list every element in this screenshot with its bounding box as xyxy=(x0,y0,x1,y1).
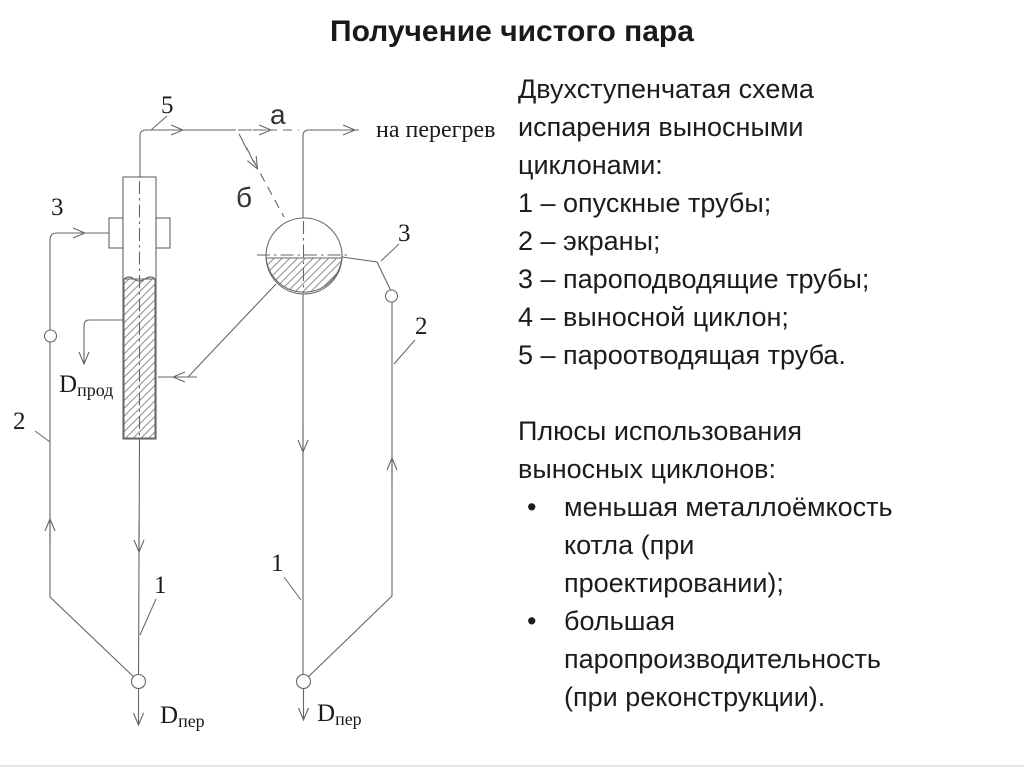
bullet-icon: • xyxy=(527,492,537,522)
advantage-line: проектировании); xyxy=(564,568,784,598)
leader-num2-left xyxy=(35,431,50,442)
cyclone-to-drum-pipe xyxy=(158,284,276,377)
label-d-per-right xyxy=(317,700,362,729)
legend-line: 4 – выносной циклон; xyxy=(518,302,789,332)
label-num2-right: 2 xyxy=(415,313,428,340)
advantage-text xyxy=(564,488,893,602)
junction-circle-left-pipe xyxy=(45,330,57,342)
label-point-b: б xyxy=(236,182,253,213)
bottom-header-left xyxy=(132,675,146,689)
label-num3-right: 3 xyxy=(398,220,411,247)
intro-line: Двухступенчатая схема xyxy=(518,74,814,104)
advantage-line: (при реконструкции). xyxy=(564,682,826,712)
legend-line: 3 – пароподводящие трубы; xyxy=(518,264,870,294)
advantage-line: паропроизводительность xyxy=(564,644,881,674)
label-d-per-right-main: D xyxy=(317,700,336,727)
superheat-outlet-pipe xyxy=(303,130,359,219)
advantages-heading-line: Плюсы использования xyxy=(518,416,803,446)
label-d-per-left xyxy=(160,702,205,731)
label-num2-left: 2 xyxy=(13,408,26,435)
leader-num1-left xyxy=(140,599,156,635)
advantage-item xyxy=(518,488,1018,602)
steam-pipe-5 xyxy=(140,130,236,177)
diagram-labels xyxy=(13,92,495,731)
description-panel xyxy=(518,70,1018,716)
label-point-a: а xyxy=(270,99,286,130)
cyclone-inlet-stub-left xyxy=(109,218,123,248)
leader-num2-right xyxy=(394,340,415,364)
label-d-prod-main: D xyxy=(59,371,78,398)
label-d-per-left-sub: пер xyxy=(178,711,205,731)
legend-line: 1 – опускные трубы; xyxy=(518,188,772,218)
leader-num1-right xyxy=(284,577,301,600)
pipe-junctions xyxy=(45,290,398,724)
flow-arrows xyxy=(50,130,392,551)
label-d-per-right-sub: пер xyxy=(335,709,362,729)
label-num1-right: 1 xyxy=(271,550,284,577)
bullet-icon: • xyxy=(527,606,537,636)
junction-circle-right-pipe xyxy=(386,290,398,302)
drum xyxy=(257,218,351,294)
slide-title: Получение чистого пара xyxy=(330,15,694,48)
label-d-per-left-main: D xyxy=(160,702,179,729)
label-d-prod-sub: прод xyxy=(77,380,114,400)
legend-line: 5 – пароотводящая труба. xyxy=(518,340,846,370)
label-num1-left: 1 xyxy=(154,572,167,599)
bottom-header-right xyxy=(297,675,311,689)
label-to-superheat: на перегрев xyxy=(376,117,496,143)
external-cyclone-vessel xyxy=(109,177,170,439)
label-d-prod xyxy=(59,371,113,400)
downcomer-pipe-1-left xyxy=(139,439,140,681)
legend-line: 2 – экраны; xyxy=(518,226,661,256)
intro-line: циклонами: xyxy=(518,150,663,180)
leader-num3-right xyxy=(381,244,399,261)
blowdown-pipe xyxy=(84,320,123,363)
label-leaders xyxy=(35,116,415,635)
advantage-text xyxy=(564,602,881,716)
intro-line: испарения выносными xyxy=(518,112,804,142)
cyclone-inlet-stub-right xyxy=(156,218,170,248)
advantages-heading-line: выносных циклонов: xyxy=(518,454,777,484)
advantage-line: меньшая металлоёмкость xyxy=(564,492,893,522)
steam-supply-pipe-3-right xyxy=(342,257,391,291)
label-num5: 5 xyxy=(161,92,174,119)
advantage-line: котла (при xyxy=(564,530,695,560)
paragraph-spacer xyxy=(518,374,1018,412)
screen-pipe-2-right xyxy=(305,301,392,680)
advantage-item xyxy=(518,602,1018,716)
advantage-line: большая xyxy=(564,606,676,636)
label-num3-left: 3 xyxy=(51,194,64,221)
piping-lines xyxy=(50,130,392,681)
